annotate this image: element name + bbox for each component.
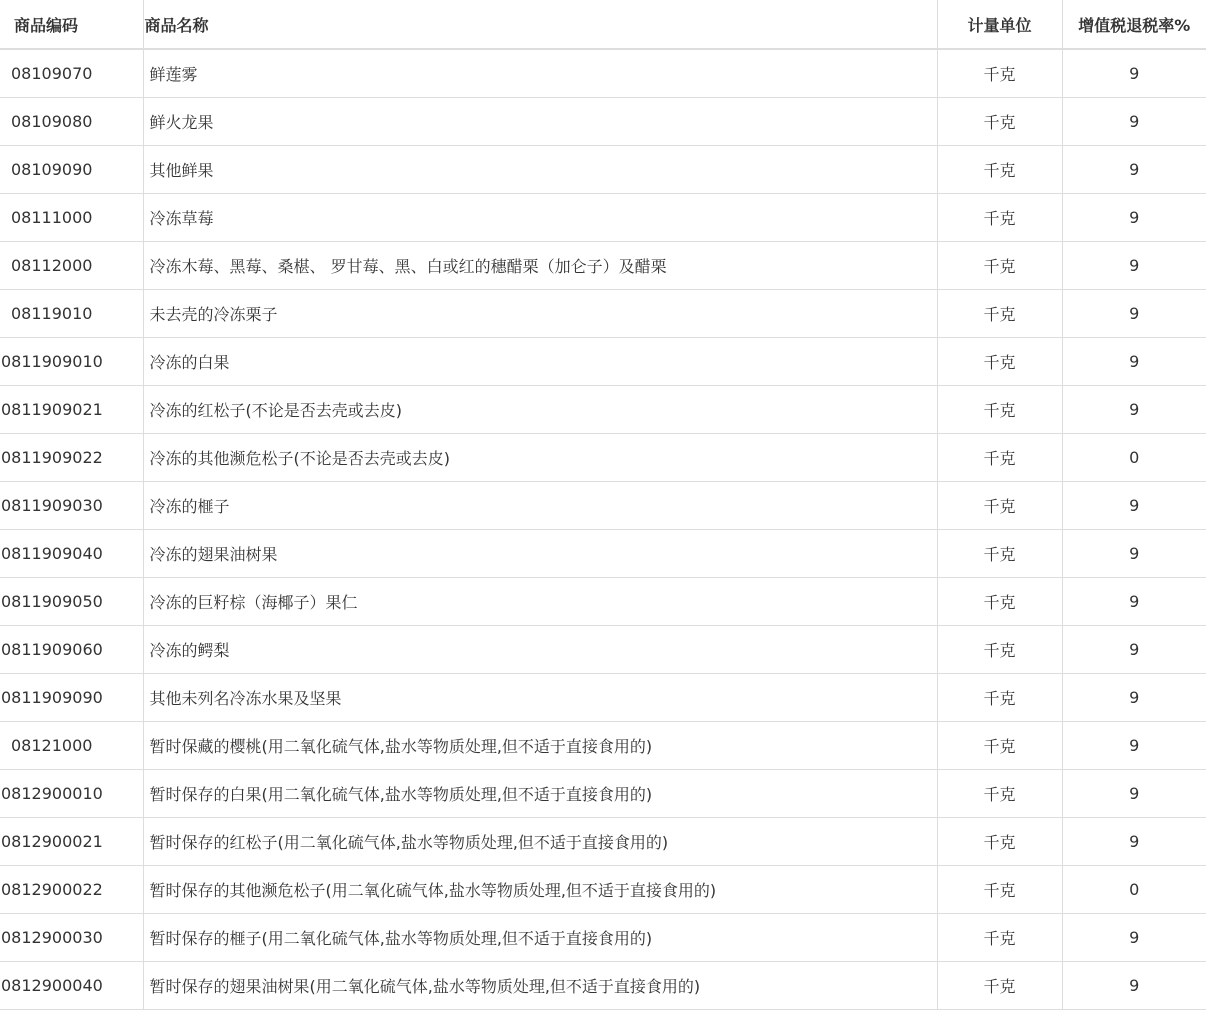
cell-name: 冷冻的鳄梨 xyxy=(143,626,937,674)
cell-unit: 千克 xyxy=(937,674,1062,722)
table-row xyxy=(0,722,1206,770)
cell-code: 08109070 xyxy=(0,49,143,98)
table-row xyxy=(0,49,1206,98)
cell-rate: 9 xyxy=(1062,338,1206,386)
table-row xyxy=(0,146,1206,194)
cell-code: 0812900010 xyxy=(0,770,143,818)
cell-code: 08112000 xyxy=(0,242,143,290)
cell-name: 冷冻木莓、黑莓、桑椹、 罗甘莓、黑、白或红的穗醋栗（加仑子）及醋栗 xyxy=(143,242,937,290)
cell-rate: 0 xyxy=(1062,866,1206,914)
cell-code: 0811909021 xyxy=(0,386,143,434)
cell-name: 暂时保存的白果(用二氧化硫气体,盐水等物质处理,但不适于直接食用的) xyxy=(143,770,937,818)
cell-name: 其他未列名冷冻水果及坚果 xyxy=(143,674,937,722)
cell-unit: 千克 xyxy=(937,146,1062,194)
header-name: 商品名称 xyxy=(143,0,937,49)
cell-code: 0811909022 xyxy=(0,434,143,482)
cell-unit: 千克 xyxy=(937,49,1062,98)
table-row xyxy=(0,290,1206,338)
cell-code: 0811909090 xyxy=(0,674,143,722)
cell-rate: 9 xyxy=(1062,674,1206,722)
cell-code: 0812900030 xyxy=(0,914,143,962)
cell-code: 0812900021 xyxy=(0,818,143,866)
cell-rate: 9 xyxy=(1062,49,1206,98)
cell-rate: 9 xyxy=(1062,482,1206,530)
cell-unit: 千克 xyxy=(937,962,1062,1010)
cell-unit: 千克 xyxy=(937,194,1062,242)
table-row xyxy=(0,962,1206,1010)
table-row xyxy=(0,194,1206,242)
cell-unit: 千克 xyxy=(937,818,1062,866)
cell-code: 0811909010 xyxy=(0,338,143,386)
table-row xyxy=(0,770,1206,818)
cell-rate: 0 xyxy=(1062,434,1206,482)
cell-unit: 千克 xyxy=(937,770,1062,818)
cell-unit: 千克 xyxy=(937,866,1062,914)
cell-name: 其他鲜果 xyxy=(143,146,937,194)
table-row xyxy=(0,578,1206,626)
cell-code: 08109090 xyxy=(0,146,143,194)
cell-rate: 9 xyxy=(1062,818,1206,866)
header-code: 商品编码 xyxy=(0,0,143,49)
table-row xyxy=(0,434,1206,482)
cell-unit: 千克 xyxy=(937,626,1062,674)
cell-name: 鲜火龙果 xyxy=(143,98,937,146)
table-body xyxy=(0,49,1206,1010)
table-header xyxy=(0,0,1206,49)
cell-unit: 千克 xyxy=(937,722,1062,770)
cell-rate: 9 xyxy=(1062,578,1206,626)
cell-rate: 9 xyxy=(1062,530,1206,578)
table-row xyxy=(0,386,1206,434)
cell-rate: 9 xyxy=(1062,290,1206,338)
cell-name: 暂时保存的其他濒危松子(用二氧化硫气体,盐水等物质处理,但不适于直接食用的) xyxy=(143,866,937,914)
cell-rate: 9 xyxy=(1062,194,1206,242)
cell-rate: 9 xyxy=(1062,242,1206,290)
cell-name: 鲜莲雾 xyxy=(143,49,937,98)
table-row xyxy=(0,338,1206,386)
cell-rate: 9 xyxy=(1062,626,1206,674)
cell-rate: 9 xyxy=(1062,386,1206,434)
cell-name: 冷冻的红松子(不论是否去壳或去皮) xyxy=(143,386,937,434)
table-row xyxy=(0,242,1206,290)
header-unit: 计量单位 xyxy=(937,0,1062,49)
cell-name: 冷冻的翅果油树果 xyxy=(143,530,937,578)
cell-name: 冷冻草莓 xyxy=(143,194,937,242)
cell-rate: 9 xyxy=(1062,770,1206,818)
cell-unit: 千克 xyxy=(937,530,1062,578)
cell-code: 0811909050 xyxy=(0,578,143,626)
header-row xyxy=(0,0,1206,49)
cell-unit: 千克 xyxy=(937,434,1062,482)
cell-name: 冷冻的其他濒危松子(不论是否去壳或去皮) xyxy=(143,434,937,482)
table-row xyxy=(0,818,1206,866)
table-row xyxy=(0,98,1206,146)
cell-unit: 千克 xyxy=(937,98,1062,146)
cell-name: 冷冻的巨籽棕（海椰子）果仁 xyxy=(143,578,937,626)
cell-name: 冷冻的白果 xyxy=(143,338,937,386)
cell-unit: 千克 xyxy=(937,242,1062,290)
cell-name: 暂时保存的榧子(用二氧化硫气体,盐水等物质处理,但不适于直接食用的) xyxy=(143,914,937,962)
cell-code: 0811909060 xyxy=(0,626,143,674)
cell-unit: 千克 xyxy=(937,386,1062,434)
cell-code: 08121000 xyxy=(0,722,143,770)
cell-name: 暂时保存的红松子(用二氧化硫气体,盐水等物质处理,但不适于直接食用的) xyxy=(143,818,937,866)
table-row xyxy=(0,866,1206,914)
cell-code: 0811909030 xyxy=(0,482,143,530)
table-row xyxy=(0,530,1206,578)
cell-code: 0811909040 xyxy=(0,530,143,578)
cell-rate: 9 xyxy=(1062,722,1206,770)
cell-rate: 9 xyxy=(1062,98,1206,146)
cell-unit: 千克 xyxy=(937,914,1062,962)
table-row xyxy=(0,674,1206,722)
cell-name: 暂时保存的翅果油树果(用二氧化硫气体,盐水等物质处理,但不适于直接食用的) xyxy=(143,962,937,1010)
cell-name: 冷冻的榧子 xyxy=(143,482,937,530)
table-row xyxy=(0,482,1206,530)
header-rate: 增值税退税率% xyxy=(1062,0,1206,49)
cell-rate: 9 xyxy=(1062,914,1206,962)
cell-code: 08119010 xyxy=(0,290,143,338)
cell-rate: 9 xyxy=(1062,146,1206,194)
cell-code: 08109080 xyxy=(0,98,143,146)
cell-unit: 千克 xyxy=(937,578,1062,626)
cell-unit: 千克 xyxy=(937,338,1062,386)
table-row xyxy=(0,914,1206,962)
cell-unit: 千克 xyxy=(937,290,1062,338)
cell-rate: 9 xyxy=(1062,962,1206,1010)
cell-code: 0812900040 xyxy=(0,962,143,1010)
cell-name: 暂时保藏的樱桃(用二氧化硫气体,盐水等物质处理,但不适于直接食用的) xyxy=(143,722,937,770)
cell-code: 08111000 xyxy=(0,194,143,242)
cell-unit: 千克 xyxy=(937,482,1062,530)
table-row xyxy=(0,626,1206,674)
cell-code: 0812900022 xyxy=(0,866,143,914)
cell-name: 未去壳的冷冻栗子 xyxy=(143,290,937,338)
